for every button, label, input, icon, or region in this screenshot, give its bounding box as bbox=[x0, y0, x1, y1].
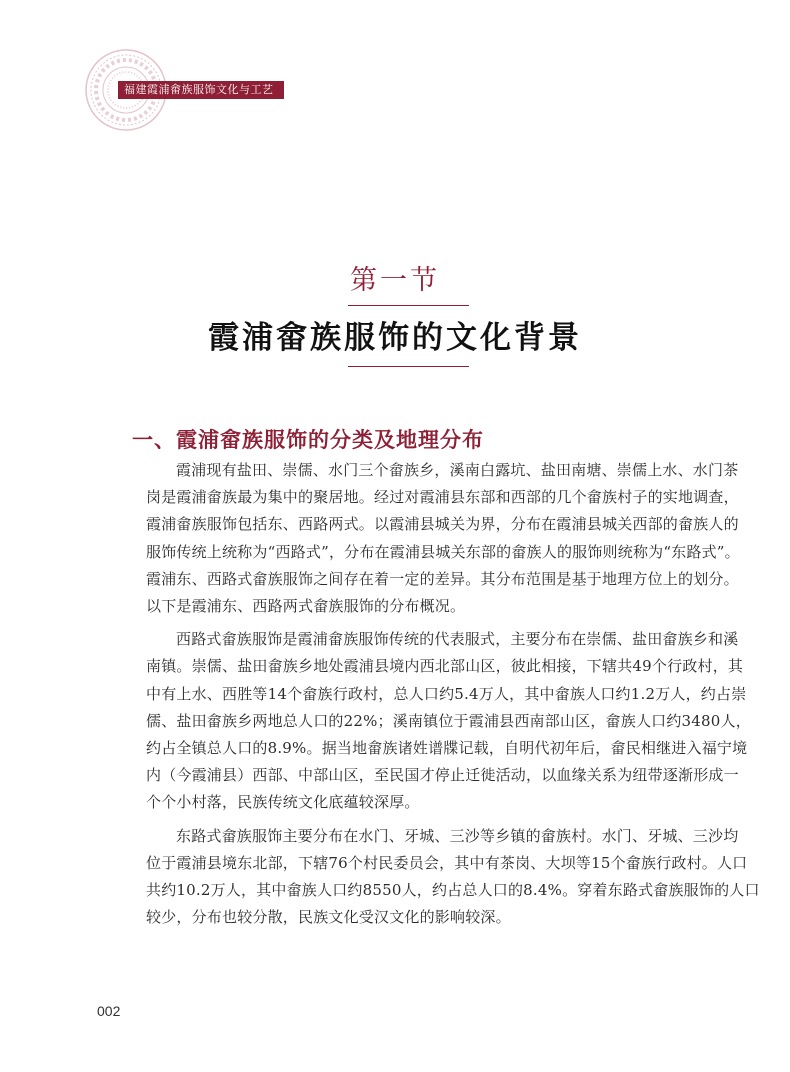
text-line: 东路式畲族服饰主要分布在水门、牙城、三沙等乡镇的畲族村。水门、牙城、三沙均 bbox=[176, 826, 739, 845]
paragraph bbox=[146, 457, 740, 620]
section-label: 第一节 bbox=[350, 265, 440, 296]
page-number: 002 bbox=[97, 1003, 121, 1019]
text-line: 中有上水、西胜等14个畲族行政村，总人口约5.4万人，其中畲族人口约1.2万人，约占崇 bbox=[146, 684, 747, 703]
text-line: 位于霞浦县境东北部，下辖76个村民委员会，其中有茶岗、大坝等15个畲族行政村。人口 bbox=[146, 853, 748, 872]
text-line: 儒、盐田畲族乡两地总人口的22%；溪南镇位于霞浦县西南部山区，畲族人口约3480人， bbox=[146, 711, 751, 730]
text-line: 西路式畲族服饰是霞浦畲族服饰传统的代表服式，主要分布在崇儒、盐田畲族乡和溪 bbox=[176, 630, 739, 649]
text-line: 约占全镇总人口的8.9%。据当地畲族诸姓谱牒记载，自明代初年后，畲民相继进入福宁境 bbox=[146, 739, 748, 758]
paragraph bbox=[146, 823, 760, 932]
text-line: 个个小村落，民族传统文化底蕴较深厚。 bbox=[146, 793, 420, 812]
text-line: 霞浦畲族服饰包括东、西路两式。以霞浦县城关为界，分布在霞浦县城关西部的畲族人的 bbox=[146, 515, 739, 534]
text-line: 共约10.2万人，其中畲族人口约8550人，约占总人口的8.4%。穿着东路式畲族服饰的人口 bbox=[146, 881, 760, 900]
section-title: 霞浦畲族服饰的文化背景 bbox=[208, 320, 582, 356]
text-line: 南镇。崇儒、盐田畲族乡地处霞浦县境内西北部山区，彼此相接，下辖共49个行政村，其 bbox=[146, 657, 744, 676]
text-line: 服饰传统上统称为“西路式”，分布在霞浦县城关东部的畲族人的服饰则统称为“东路式”。 bbox=[146, 542, 740, 561]
running-title: 福建霞浦畲族服饰文化与工艺 bbox=[118, 81, 284, 99]
text-line: 岗是霞浦畲族最为集中的聚居地。经过对霞浦县东部和西部的几个畲族村子的实地调查， bbox=[146, 488, 739, 507]
text-line: 内（今霞浦县）西部、中部山区，至民国才停止迁徙活动，以血缘关系为纽带逐渐形成一 bbox=[146, 766, 739, 785]
text-line: 霞浦现有盐田、崇儒、水门三个畲族乡，溪南白露坑、盐田南塘、崇儒上水、水门茶 bbox=[176, 461, 739, 479]
title-rule-top bbox=[348, 305, 469, 306]
subsection-heading: 一、霞浦畲族服饰的分类及地理分布 bbox=[132, 427, 484, 452]
text-line: 较少，分布也较分散，民族文化受汉文化的影响较深。 bbox=[146, 908, 511, 927]
text-line: 霞浦东、西路式畲族服饰之间存在着一定的差异。其分布范围是基于地理方位上的划分。 bbox=[146, 569, 739, 588]
title-rule-bottom bbox=[348, 366, 469, 367]
paragraph bbox=[146, 626, 751, 816]
text-line: 以下是霞浦东、西路两式畲族服饰的分布概况。 bbox=[146, 597, 466, 616]
body-text bbox=[146, 457, 760, 937]
